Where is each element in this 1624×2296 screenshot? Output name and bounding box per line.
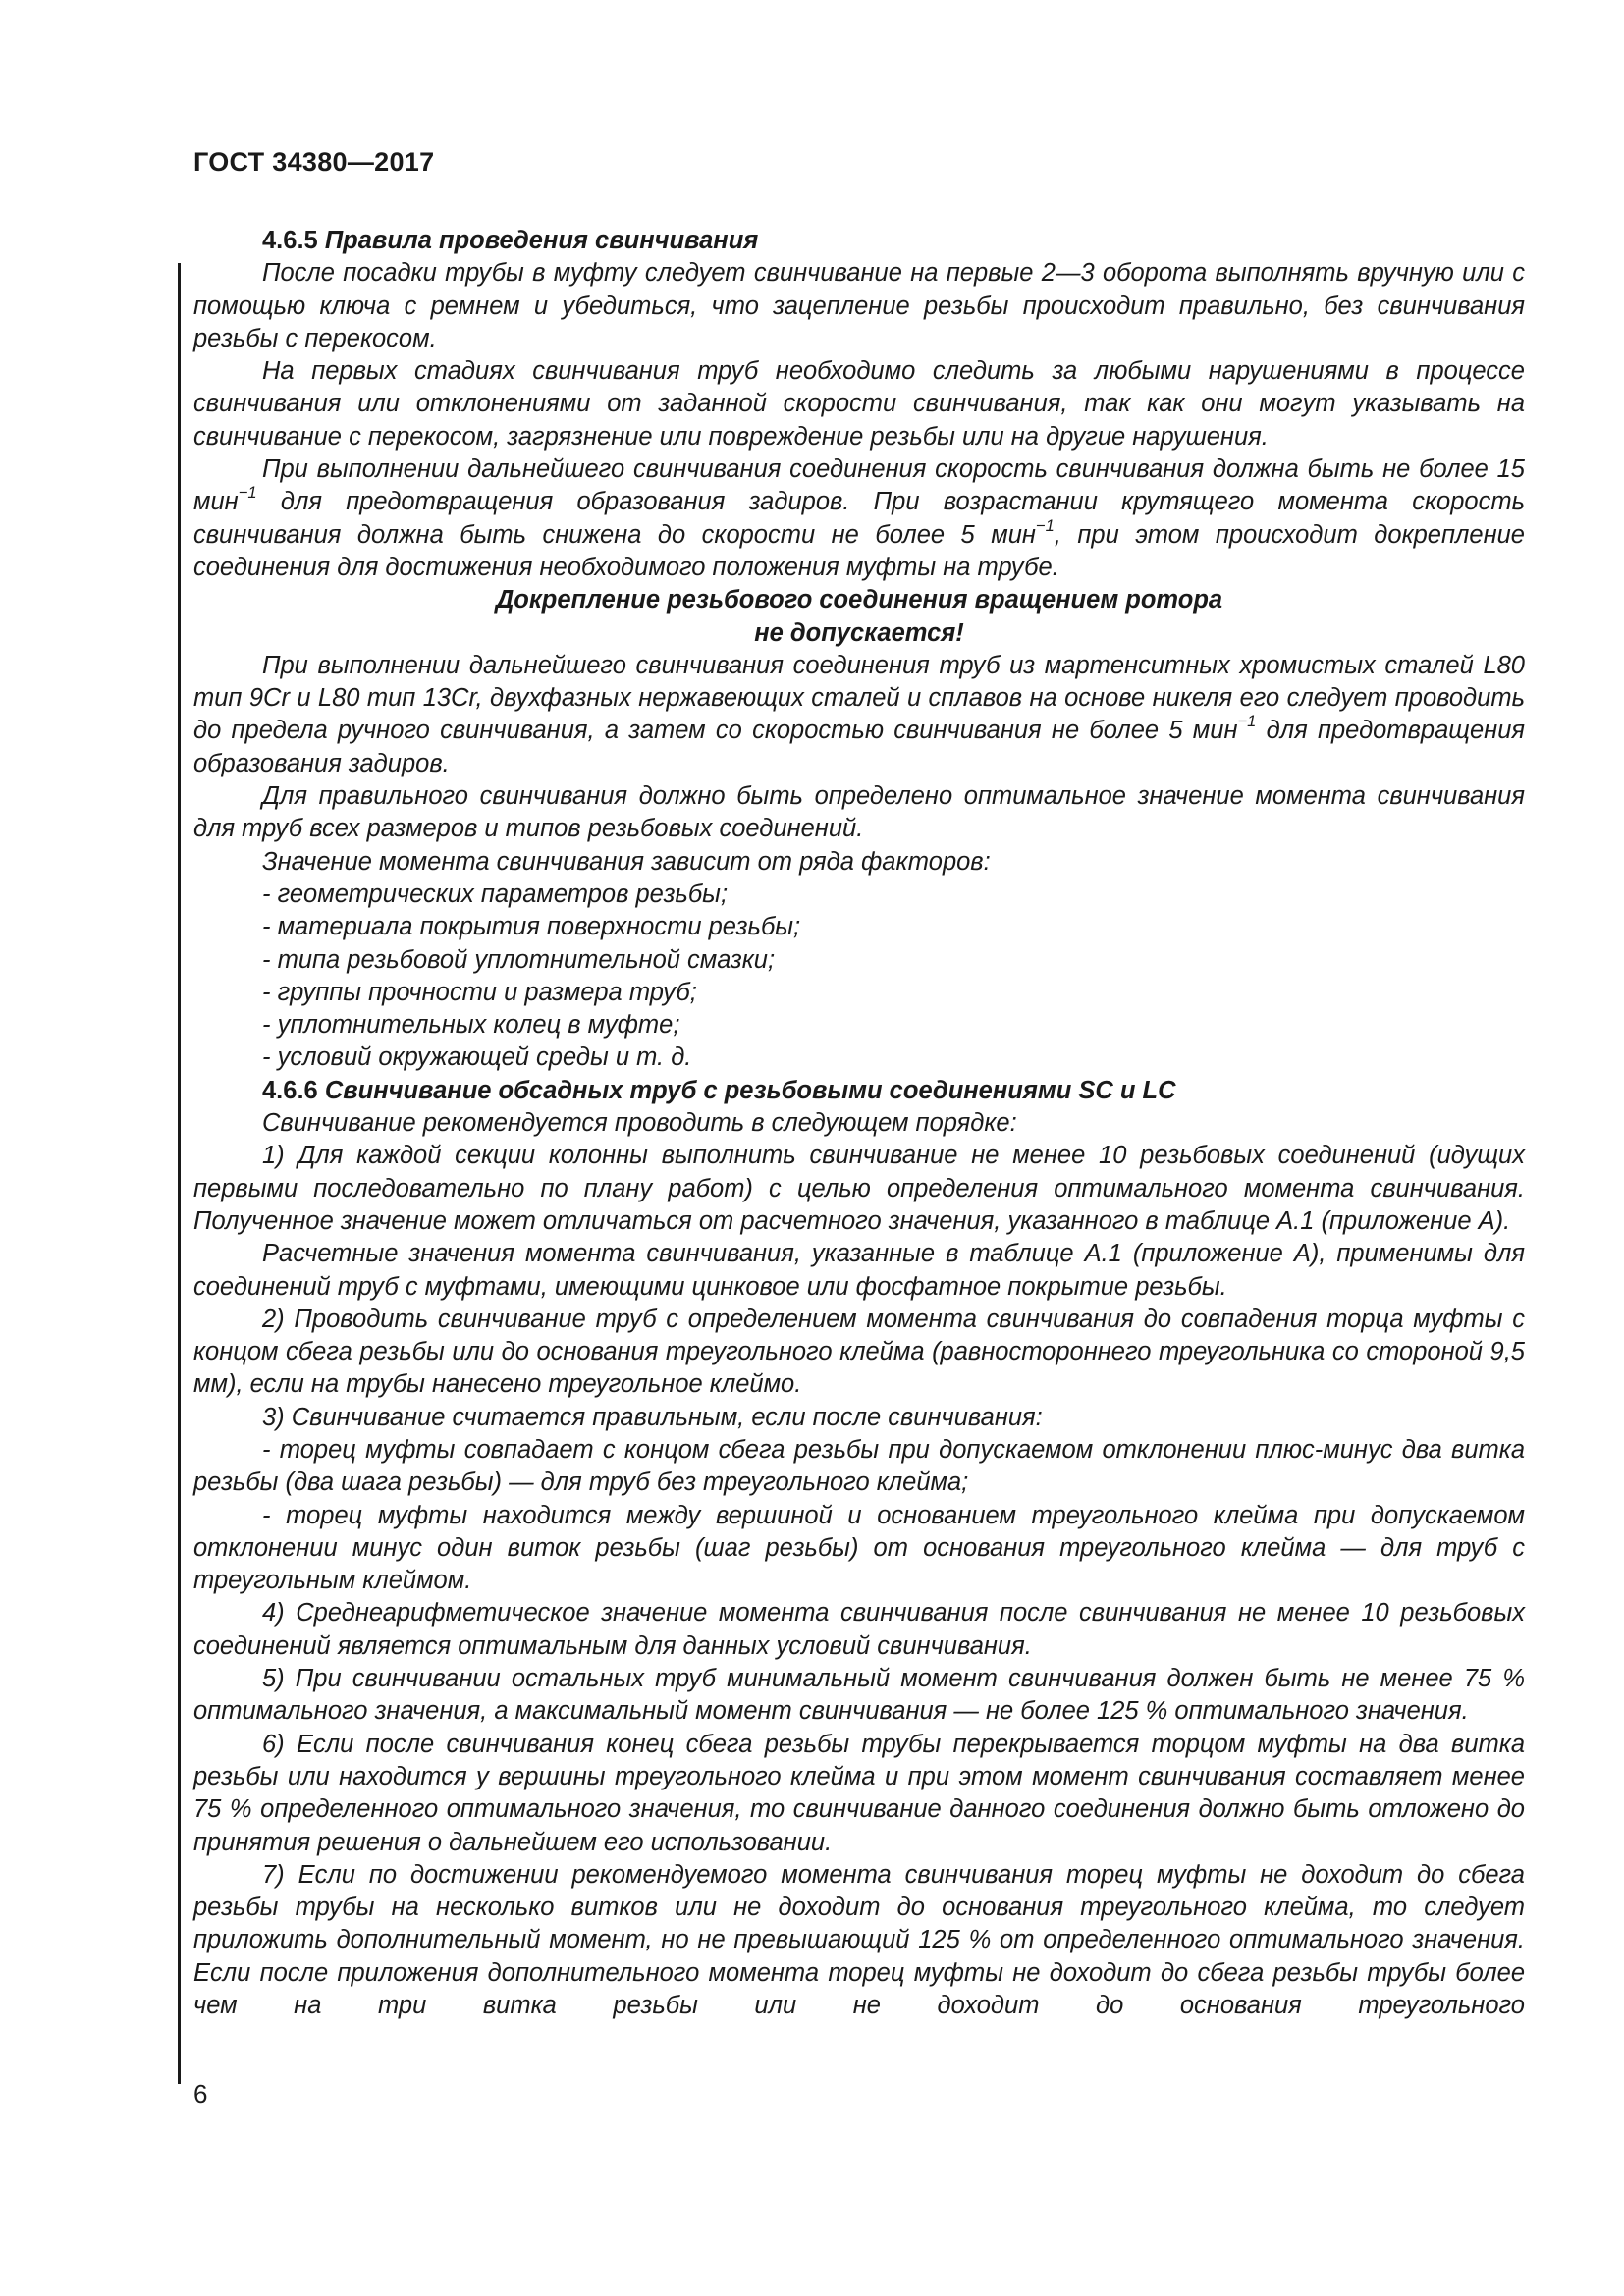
section-title: Правила проведения свинчивания: [324, 227, 759, 254]
paragraph-steels: [193, 650, 1525, 780]
text-run: для предотвращения образования задиров. При возрастании крутящего момента скорость свинчивания должна быть снижена до скорости не более 5 мин: [193, 488, 1525, 549]
paragraph: На первых стадиях свинчивания труб необходимо следить за любыми нарушениями в процессе свинчивания или отклонениями от заданной скорости свинчивания, так как они могут указывать на свинчивание с перекосом, загрязнение или повреждение резьбы или на другие нарушения.: [193, 357, 1525, 451]
section-title: Свинчивание обсадных труб с резьбовыми соединениями SC и LC: [324, 1076, 1176, 1104]
text-run: При выполнении дальнейшего свинчивания соединения скорость свинчивания должна быть не более 15 мин: [193, 455, 1525, 516]
paragraph: Значение момента свинчивания зависит от ряда факторов:: [262, 847, 991, 876]
section-number: 4.6.6: [262, 1076, 318, 1104]
page-body: [193, 225, 1525, 2022]
paragraph: После посадки трубы в муфту следует свинчивание на первые 2—3 оборота выполнять вручную или с помощью ключа с ремнем и убедиться, что зацепление резьбы происходит правильно, без свинчивания резьбы с перекосом.: [193, 259, 1525, 352]
text-run: для предотвращения образования задиров.: [193, 717, 1525, 777]
warning-line-1: Докрепление резьбового соединения вращением ротора: [495, 586, 1223, 614]
step-6: 6) Если после свинчивания конец сбега резьбы трубы перекрывается торцом муфты на два витка резьбы или находится у вершины треугольного клейма и при этом момент свинчивания составляет менее 75 % определенного оптимального значения, то свинчивание данного соединения должно быть отложено до принятия решения о дальнейшем его использовании.: [193, 1730, 1525, 1856]
section-heading-4-6-5: [193, 225, 1525, 257]
factor-list-item: - группы прочности и размера труб;: [262, 978, 697, 1006]
section-heading-4-6-6: [193, 1075, 1525, 1107]
step-1-note: Расчетные значения момента свинчивания, указанные в таблице А.1 (приложение А), применимы для соединений труб с муфтами, имеющими цинковое или фосфатное покрытие резьбы.: [193, 1240, 1525, 1301]
step-3: 3) Свинчивание считается правильным, если после свинчивания:: [262, 1403, 1043, 1431]
step-3-condition-b: - торец муфты находится между вершиной и основанием треугольного клейма при допускаемом отклонении минус один виток резьбы (шаг резьбы) от основания треугольного клейма — для труб с треугольным клеймом.: [193, 1501, 1525, 1595]
step-3-condition-a: - торец муфты совпадает с концом сбега резьбы при допускаемом отклонении плюс-минус два витка резьбы (два шага резьбы) — для труб без треугольного клейма;: [193, 1435, 1525, 1497]
text-run: При выполнении дальнейшего свинчивания соединения труб из мартенситных хромистых сталей L80 тип 9Cr и L80 тип 13Cr, двухфазных нержавеющих сталей и сплавов на основе никеля его следует проводить до предела ручного свинчивания, а затем со скоростью свинчивания не более 5 мин: [193, 651, 1525, 745]
paragraph-speed: [193, 454, 1525, 584]
factor-list-item: - материала покрытия поверхности резьбы;: [262, 913, 801, 941]
superscript: −1: [1035, 515, 1055, 535]
step-2: 2) Проводить свинчивание труб с определением момента свинчивания до совпадения торца муфты с концом сбега резьбы или до основания треугольного клейма (равностороннего треугольника со стороной 9,5 мм), если на трубы нанесено треугольное клеймо.: [193, 1305, 1525, 1399]
factor-list-item: - типа резьбовой уплотнительной смазки;: [262, 945, 776, 974]
superscript: −1: [238, 483, 257, 503]
paragraph: Для правильного свинчивания должно быть определено оптимальное значение момента свинчивания для труб всех размеров и типов резьбовых соединений.: [193, 782, 1525, 843]
step-4: 4) Среднеарифметическое значение момента свинчивания после свинчивания не менее 10 резьбовых соединений является оптимальным для данных условий свинчивания.: [193, 1599, 1525, 1660]
superscript: −1: [1237, 712, 1257, 731]
section-number: 4.6.5: [262, 227, 318, 254]
factor-list-item: - условий окружающей среды и т. д.: [262, 1043, 692, 1072]
step-7: 7) Если по достижении рекомендуемого момента свинчивания торец муфты не доходит до сбега резьбы трубы на несколько витков или не доходит до основания треугольного клейма, то следует приложить дополнительный момент, но не превышающий 125 % от определенного оптимального значения. Если после приложения дополнительного момента торец муфты не доходит до сбега резьбы трубы более чем на три витка резьбы или не доходит до основания треугольного: [193, 1860, 1525, 2020]
paragraph: Свинчивание рекомендуется проводить в следующем порядке:: [262, 1109, 1017, 1138]
page-number: 6: [193, 2079, 208, 2109]
text-run: , при этом происходит докрепление соединения для достижения необходимого положения муфты на трубе.: [193, 520, 1525, 581]
step-1: 1) Для каждой секции колонны выполнить свинчивание не менее 10 резьбовых соединений (идущих первыми последовательно по плану работ) с целью определения оптимального момента свинчивания. Полученное значение может отличаться от расчетного значения, указанного в таблице А.1 (приложение А).: [193, 1142, 1525, 1235]
warning-line-2: не допускается!: [754, 618, 964, 647]
factor-list-item: - уплотнительных колец в муфте;: [262, 1011, 680, 1040]
document-header: ГОСТ 34380—2017: [193, 147, 435, 177]
revision-change-bar: [178, 263, 181, 2084]
factor-list-item: - геометрических параметров резьбы;: [262, 880, 729, 908]
step-5: 5) При свинчивании остальных труб минимальный момент свинчивания должен быть не менее 75 % оптимального значения, а максимальный момент свинчивания — не более 125 % оптимального значения.: [193, 1665, 1525, 1726]
